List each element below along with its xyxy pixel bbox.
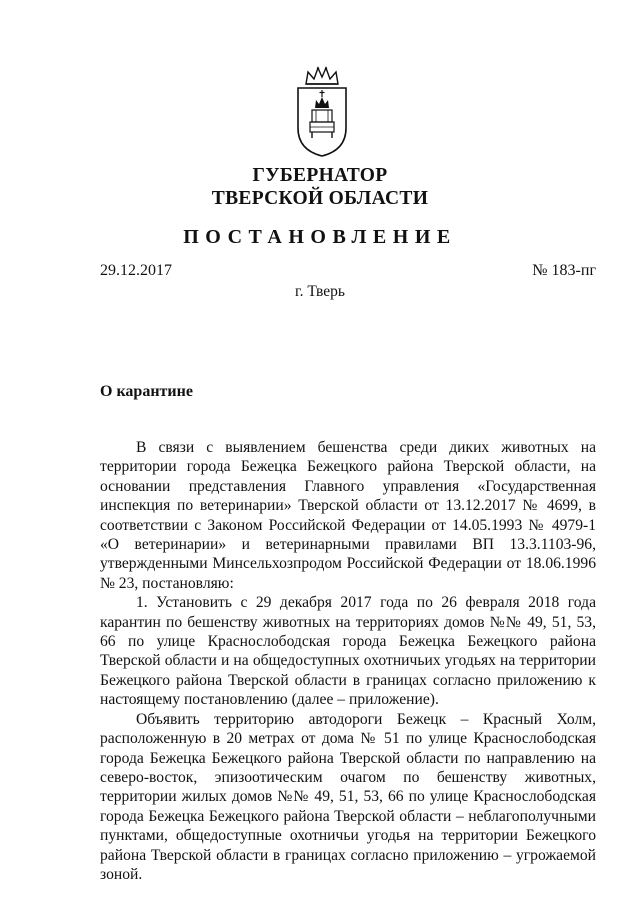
document-subject: О карантине (100, 383, 193, 400)
paragraph-item-1: 1. Установить с 29 декабря 2017 года по 26 февраля 2018 года карантин по бешенству животных на территориях домов №№ 49, 51, 53, 66 по улице Краснослободская города Бежецка Бежецкого района Тверской области и на общедоступных охотничьих угодьях на территории Бежецкого района Тверской области в границах согласно приложению к настоящему постановлению (далее – приложение). (100, 594, 596, 709)
paragraph-preamble: В связи с выявлением бешенства среди диких животных на территории города Бежецка Бежецкого района Тверской области, на основании представления Главного управления «Государственная инспекция по ветеринарии» Тверской области от 13.12.2017 № 4699, в соответствии с Законом Российской Федерации от 14.05.1993 № 4979-1 «О ветеринарии» и ветеринарными правилами ВП 13.3.1103-96, утвержденными Минсельхозпродом Российской Федерации от 18.06.1996 № 23, постановляю: (100, 439, 596, 592)
authority-region: ТВЕРСКОЙ ОБЛАСТИ (211, 188, 429, 209)
document-type: ПОСТАНОВЛЕНИЕ (183, 226, 457, 248)
document-body (100, 438, 596, 884)
tver-coat-of-arms-icon (294, 66, 350, 158)
authority-title: ГУБЕРНАТОР (252, 165, 388, 186)
paragraph-declaration: Объявить территорию автодороги Бежецк – Красный Холм, расположенную в 20 метрах от дома № 51 по улице Краснослободская города Бежецка Бежецкого района Тверской области по направлению на северо-восток, эпизоотическим очагом по бешенству животных, территории жилых домов №№ 49, 51, 53, 66 по улице Краснослободская города Бежецка Бежецкого района Тверской области – неблагополучными пунктами, общедоступные охотничьи угодья на территории Бежецкого района Тверской области в границах согласно приложению – угрожаемой зоной. (100, 710, 596, 883)
document-city: г. Тверь (295, 283, 345, 300)
document-date: 29.12.2017 (100, 262, 172, 279)
document-number: № 183-пг (532, 262, 596, 279)
